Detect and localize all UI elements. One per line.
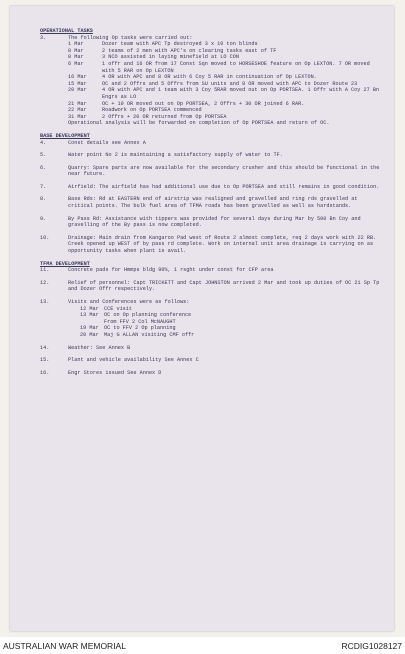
para-text: Plant and vehicle availability See Annex C	[68, 357, 199, 364]
ops-heading: OPERATIONAL TASKS	[40, 28, 93, 34]
ops-closing: Operational analysis will be forwarded on completion of Op PORTSEA and return of OC.	[68, 120, 330, 127]
base-para	[40, 140, 385, 147]
task-row	[68, 54, 385, 61]
tfma-para	[40, 267, 385, 274]
task-date: 15 Mar	[68, 80, 87, 87]
task-row	[68, 74, 385, 81]
tfma-para	[40, 280, 385, 293]
visit-text: OC to FFV 2 Op planning	[104, 325, 176, 332]
visits-list	[80, 306, 385, 339]
visit-row	[80, 319, 385, 326]
task-date: 8 Mar	[68, 47, 84, 54]
base-para	[40, 235, 385, 255]
visit-date: 12 Mar	[80, 305, 99, 312]
task-text: 3 NCO assisted in laying minefield at LO CON	[102, 54, 239, 61]
para-text: Quarry: Spare parts are now available for the secondary crusher and this should be functional in the near future.	[68, 164, 380, 178]
base-heading: BASE DEVELOPMENT	[40, 132, 90, 139]
ops-intro	[40, 35, 385, 42]
para-number: 15.	[40, 357, 50, 364]
tfma-para	[40, 345, 385, 352]
task-text: 4 OR with APC and 8 OR with 6 Coy 5 RAR in continuation of Op LEXTON.	[102, 74, 317, 81]
document-body	[40, 28, 385, 376]
task-date: 21 Mar	[68, 100, 87, 107]
tfma-heading: TFMA DEVELOPMENT	[40, 260, 90, 267]
record-id: RCDIG1028127	[341, 640, 402, 651]
para-text: Base Rds: Rd at EASTERN end of airstrip was realigned and gravelled and ring rds gravelled at critical points. The bulk fuel area of TFMA roads has been gravelled as well as hardstands.	[68, 196, 358, 210]
para-text: By Pass Rd: Assistance with tippers was provided for several days during Mar by 500 Bn Coy and gravelling of the By pass is now completed.	[68, 215, 361, 229]
base-para	[40, 184, 385, 191]
visit-text: Maj G ALLAN visiting CMF offr	[104, 331, 195, 338]
para-text: Drainage: Main drain from Kangaroo Pad west of Route 2 almost complete, req 2 days work with 22 RB. Creek opened up WEST of by pass rd complete. Work on internal unit area drainage is carrying on as opportunity tasks when plant is avail.	[68, 234, 377, 255]
para-text: Relief of personnel: Capt TRICKETT and Capt JOHNSTON arrived 2 Mar and took up duties of OC 2i Sp Tp and Dozer Offr respectively.	[68, 279, 380, 293]
para-number: 16.	[40, 369, 50, 376]
tfma-para	[40, 357, 385, 364]
para-number: 12.	[40, 279, 50, 286]
task-date: 31 Mar	[68, 113, 87, 120]
visit-text: OC on Op planning conference	[104, 312, 192, 319]
tfma-para	[40, 299, 385, 306]
visit-row	[80, 325, 385, 332]
para-number: 9.	[40, 215, 47, 222]
para-number: 7.	[40, 183, 47, 190]
task-text: 1 offr and 16 OR from 17 Const Sqn moved to HORSESHOE feature on Op LEXTON. 7 OR moved with 5 RAR on Op LEXTON	[102, 60, 370, 74]
task-text: Dozer team with APC Tp destroyed 3 x 10 ton blinds	[102, 41, 258, 48]
para-text: Concrete pads for Hmmps bldg 90%, 1 rsght under const for CFP area	[68, 267, 274, 274]
para-number: 8.	[40, 196, 47, 203]
para-number: 3.	[40, 34, 47, 41]
task-text: Roadwork on Op PORTSEA commenced	[102, 107, 202, 114]
task-row	[68, 101, 385, 108]
visit-date: 13 Mar	[80, 312, 99, 319]
task-row	[68, 87, 385, 100]
para-text: Airfield: The airfield has had additional use due to Op PORTSEA and still remains in good condition.	[68, 183, 380, 190]
para-text: Visits and Conferences were as follows:	[68, 299, 190, 305]
ops-task-list	[68, 41, 385, 127]
task-date: 6 Mar	[68, 60, 84, 67]
task-text: OC + 10 OR moved out on Op PORTSEA, 2 Offrs + 30 OR joined 6 RAR.	[102, 100, 305, 107]
para-number: 14.	[40, 344, 50, 351]
base-para	[40, 196, 385, 209]
task-row	[68, 61, 385, 74]
task-date: 8 Mar	[68, 54, 84, 61]
document-page	[10, 6, 394, 631]
archive-name: AUSTRALIAN WAR MEMORIAL	[3, 640, 126, 651]
para-number: 6.	[40, 164, 47, 171]
task-row	[68, 107, 385, 114]
visit-row	[80, 306, 385, 313]
para-number: 11.	[40, 267, 50, 274]
base-para	[40, 165, 385, 178]
task-date: 16 Mar	[68, 74, 87, 81]
visit-date: 19 Mar	[80, 325, 99, 332]
task-text: 2 teams of 2 men with APC's on clearing tasks east of TF	[102, 47, 277, 54]
task-text: 4 OR with APC and 1 team with 3 Coy 5RAR moved out on Op PORTSEA. 1 Offr with A Coy 27 Bn Engrs as LO	[102, 87, 380, 100]
task-row	[68, 48, 385, 55]
para-number: 4.	[40, 139, 47, 146]
task-date: 1 Mar	[68, 41, 84, 48]
visit-row	[80, 332, 385, 339]
task-text: OC and 2 Offrs and 5 Offrs from SU units and 8 OR moved with APC to Dozer Route 23	[102, 80, 358, 87]
para-number: 13.	[40, 299, 50, 305]
archive-footer	[0, 637, 405, 654]
para-text: Water point No 2 is maintaining a satisfactory supply of water to TF.	[68, 152, 283, 159]
para-number: 10.	[40, 234, 50, 241]
para-number: 5.	[40, 152, 47, 159]
visit-text: CCE visit	[104, 305, 133, 312]
task-date: 20 Mar	[68, 87, 87, 94]
task-row	[68, 41, 385, 48]
task-date: 22 Mar	[68, 107, 87, 114]
task-text: 2 Offrs + 20 OR returned from Op PORTSEA	[102, 113, 227, 120]
visit-text: From FFV 2 Col McNAUGHT	[104, 318, 176, 325]
task-row	[68, 81, 385, 88]
para-text: The following Op tasks were carried out:	[68, 34, 193, 41]
base-para	[40, 152, 385, 159]
para-text: Weather: See Annex B	[68, 344, 131, 351]
para-text: Const details see Annex A	[68, 139, 146, 146]
task-row	[68, 114, 385, 121]
visit-date	[80, 319, 104, 326]
tfma-para	[40, 370, 385, 377]
para-text: Engr Stores issued See Annex D	[68, 369, 162, 376]
visit-row	[80, 312, 385, 319]
base-para	[40, 216, 385, 229]
visit-date: 20 Mar	[80, 331, 99, 338]
